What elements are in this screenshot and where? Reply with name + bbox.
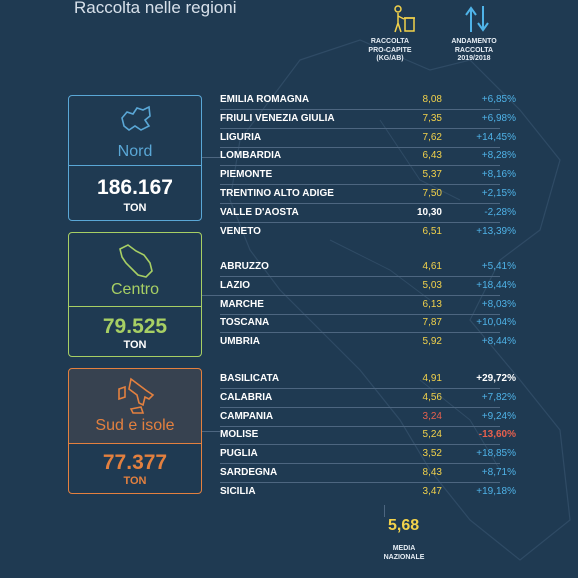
table-row (220, 277, 516, 296)
andamento-value: +19,18% (476, 485, 516, 497)
macro-region-unit: TON (123, 475, 147, 487)
macro-region-name: Centro (110, 281, 160, 298)
raccolta-value: 4,61 (422, 261, 442, 272)
raccolta-value: 5,92 (422, 336, 442, 348)
region-name: CAMPANIA (220, 410, 274, 422)
table-row (220, 166, 516, 185)
table-row (220, 223, 516, 241)
raccolta-value: 7,87 (422, 317, 442, 329)
central-italy-map-icon (116, 241, 156, 281)
average-divider (384, 505, 385, 517)
andamento-value: +14,45% (476, 131, 516, 143)
raccolta-value: 6,43 (422, 150, 442, 162)
macro-region-total: 79.525 (102, 315, 168, 338)
andamento-value: +9,24% (481, 410, 516, 422)
table-row (220, 370, 516, 389)
macro-region-unit: TON (123, 339, 147, 351)
region-name: PIEMONTE (220, 169, 273, 181)
table-row (220, 389, 516, 408)
andamento-value: -13,60% (478, 429, 516, 441)
national-average-value: 5,68 (388, 517, 420, 534)
table-row (220, 204, 516, 223)
raccolta-value: 3,52 (422, 448, 442, 460)
table-row (220, 314, 516, 333)
page-title: Raccolta nelle regioni (74, 0, 237, 17)
region-name: ABRUZZO (220, 261, 269, 272)
raccolta-value: 8,43 (422, 467, 442, 478)
region-name: MARCHE (220, 298, 264, 310)
connector-nord (202, 157, 220, 158)
andamento-value: +8,03% (481, 298, 516, 310)
region-name: MOLISE (220, 429, 259, 441)
connector-sud (202, 431, 220, 432)
macro-region-total: 77.377 (102, 451, 168, 474)
region-name: VALLE D'AOSTA (220, 206, 299, 218)
region-name: BASILICATA (220, 373, 280, 384)
raccolta-value: 8,08 (422, 94, 442, 105)
andamento-value: +6,85% (481, 94, 516, 105)
table-row (220, 296, 516, 315)
raccolta-value: 7,50 (422, 188, 442, 199)
andamento-value: +8,16% (481, 169, 516, 181)
andamento-value: +8,71% (481, 467, 516, 478)
andamento-value: +29,72% (476, 373, 516, 384)
raccolta-value: 5,03 (422, 279, 442, 291)
raccolta-value: 5,37 (422, 169, 442, 181)
macro-region-nord (68, 95, 202, 221)
table-row (220, 185, 516, 204)
region-name: FRIULI VENEZIA GIULIA (220, 112, 335, 124)
region-name: SARDEGNA (220, 467, 278, 478)
region-name: UMBRIA (220, 336, 260, 348)
macro-region-name: Sud e isole (95, 417, 175, 434)
region-name: PUGLIA (220, 448, 258, 460)
up-down-arrows-icon (462, 4, 492, 34)
andamento-value: +18,85% (476, 448, 516, 460)
raccolta-value: 7,35 (422, 112, 442, 124)
region-name: CALABRIA (220, 391, 273, 403)
table-row (220, 408, 516, 427)
table-row (220, 483, 516, 501)
andamento-value: +18,44% (476, 279, 516, 291)
raccolta-value: 3,47 (422, 485, 442, 497)
macro-region-unit: TON (123, 202, 147, 214)
macro-region-sud (68, 368, 202, 494)
raccolta-value: 4,91 (422, 373, 442, 384)
andamento-value: +10,04% (476, 317, 516, 329)
andamento-value: -2,28% (484, 206, 516, 218)
raccolta-value: 7,62 (422, 131, 442, 143)
andamento-value: +7,82% (481, 391, 516, 403)
raccolta-value: 3,24 (422, 410, 442, 422)
andamento-value: +13,39% (476, 225, 516, 237)
raccolta-value: 5,24 (422, 429, 442, 441)
andamento-value: +6,98% (481, 112, 516, 124)
raccolta-header: RACCOLTA PRO-CAPITE (KG/AB) (368, 38, 412, 62)
south-italy-map-icon (113, 375, 159, 417)
region-name: EMILIA ROMAGNA (220, 94, 310, 105)
person-waste-bin-icon (388, 4, 418, 34)
connector-centro (202, 295, 220, 296)
table-row (220, 258, 516, 277)
region-name: VENETO (220, 225, 261, 237)
macro-region-name: Nord (117, 143, 153, 160)
raccolta-value: 6,51 (422, 225, 442, 237)
table-row (220, 91, 516, 110)
andamento-value: +8,28% (481, 150, 516, 162)
andamento-value: +2,15% (481, 188, 516, 199)
andamento-value: +5,41% (481, 261, 516, 272)
region-name: LAZIO (220, 279, 250, 291)
table-row (220, 110, 516, 129)
table-row (220, 464, 516, 483)
region-name: TOSCANA (220, 317, 270, 329)
raccolta-value: 10,30 (416, 206, 442, 218)
table-row (220, 426, 516, 445)
region-name: LIGURIA (220, 131, 262, 143)
andamento-header: ANDAMENTO RACCOLTA 2019/2018 (451, 38, 497, 62)
table-row (220, 333, 516, 351)
raccolta-value: 4,56 (422, 391, 442, 403)
macro-region-total: 186.167 (97, 176, 173, 199)
table-row (220, 445, 516, 464)
table-row (220, 147, 516, 166)
macro-region-centro (68, 232, 202, 357)
region-name: SICILIA (220, 485, 256, 497)
region-name: TRENTINO ALTO ADIGE (220, 188, 334, 199)
region-name: LOMBARDIA (220, 150, 282, 162)
andamento-value: +8,44% (481, 336, 516, 348)
table-row (220, 129, 516, 148)
north-italy-map-icon (119, 104, 153, 134)
national-average-label: MEDIA NAZIONALE (383, 545, 425, 561)
raccolta-value: 6,13 (422, 298, 442, 310)
